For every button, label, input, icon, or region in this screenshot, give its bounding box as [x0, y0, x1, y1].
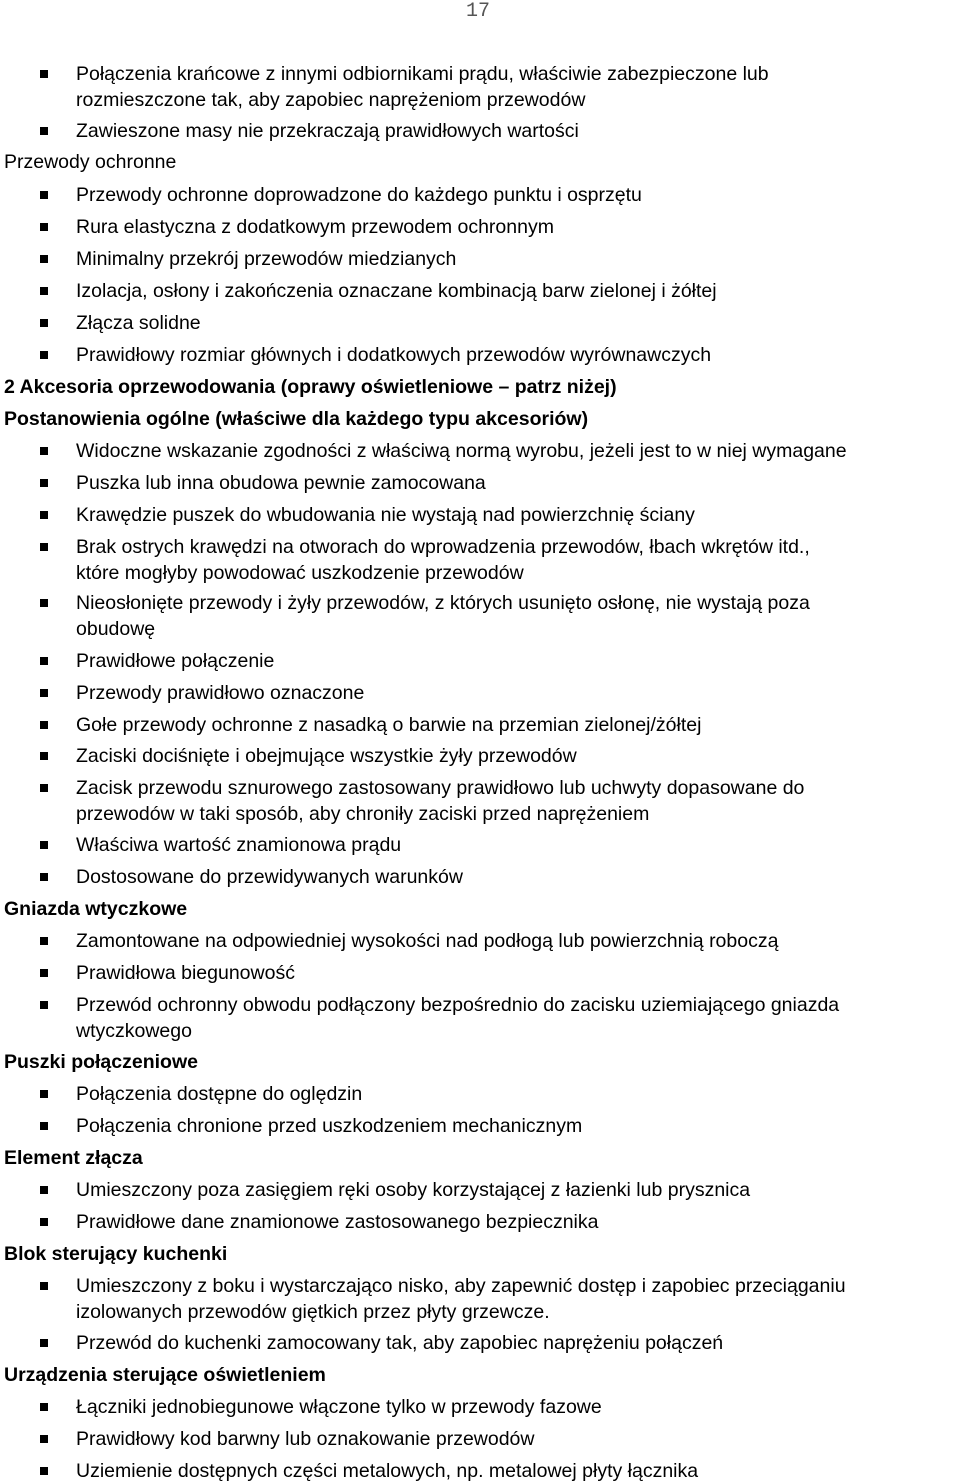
checklist-item-text: Prawidłowa biegunowość — [76, 962, 295, 984]
checklist-item-text: obudowę — [76, 618, 156, 640]
checklist-item-text: rozmieszczone tak, aby zapobiec naprężeniom przewodów — [76, 89, 586, 111]
bullet-icon — [40, 1339, 48, 1347]
section-heading: Przewody ochronne — [4, 151, 177, 173]
checklist-item-text: Krawędzie puszek do wbudowania nie wystają nad powierzchnię ściany — [76, 504, 695, 526]
checklist-item-text: Minimalny przekrój przewodów miedzianych — [76, 248, 457, 270]
checklist-item-text: Prawidłowy kod barwny lub oznakowanie przewodów — [76, 1428, 535, 1450]
section-heading: Blok sterujący kuchenki — [4, 1243, 228, 1265]
bullet-icon — [40, 1186, 48, 1194]
checklist-item-text: Zacisk przewodu sznurowego zastosowany prawidłowo lub uchwyty dopasowane do — [76, 777, 805, 799]
bullet-icon — [40, 319, 48, 327]
bullet-icon — [40, 1435, 48, 1443]
bullet-icon — [40, 447, 48, 455]
checklist-item-text: Gołe przewody ochronne z nasadką o barwie na przemian zielonej/żółtej — [76, 714, 702, 736]
checklist-item-text: Umieszczony poza zasięgiem ręki osoby korzystającej z łazienki lub prysznica — [76, 1179, 751, 1201]
checklist-item-text: Uziemienie dostępnych części metalowych, np. metalowej płyty łącznika — [76, 1460, 699, 1482]
checklist-item-text: Prawidłowe połączenie — [76, 650, 275, 672]
bullet-icon — [40, 1467, 48, 1475]
bullet-icon — [40, 287, 48, 295]
checklist-item-text: Izolacja, osłony i zakończenia oznaczane kombinacją barw zielonej i żółtej — [76, 280, 717, 302]
bullet-icon — [40, 479, 48, 487]
checklist-item-text: Dostosowane do przewidywanych warunków — [76, 866, 463, 888]
section-heading: Element złącza — [4, 1147, 143, 1169]
checklist-item-text: które mogłyby powodować uszkodzenie przewodów — [76, 562, 524, 584]
bullet-icon — [40, 784, 48, 792]
checklist-item-text: wtyczkowego — [76, 1020, 192, 1042]
checklist-item-text: Złącza solidne — [76, 312, 201, 334]
checklist-item-text: Umieszczony z boku i wystarczająco nisko, aby zapewnić dostęp i zapobiec przeciąganiu — [76, 1275, 846, 1297]
bullet-icon — [40, 1218, 48, 1226]
bullet-icon — [40, 937, 48, 945]
checklist-item-text: Zawieszone masy nie przekraczają prawidłowych wartości — [76, 120, 579, 142]
section-heading: Urządzenia sterujące oświetleniem — [4, 1364, 326, 1386]
checklist-item-text: izolowanych przewodów giętkich przez płyty grzewcze. — [76, 1301, 550, 1323]
section-heading: Postanowienia ogólne (właściwe dla każdego typu akcesoriów) — [4, 408, 589, 430]
checklist-item-text: Widoczne wskazanie zgodności z właściwą normą wyrobu, jeżeli jest to w niej wymagane — [76, 440, 847, 462]
checklist-item-text: Łączniki jednobiegunowe włączone tylko w przewody fazowe — [76, 1396, 602, 1418]
bullet-icon — [40, 599, 48, 607]
bullet-icon — [40, 1122, 48, 1130]
bullet-icon — [40, 1282, 48, 1290]
bullet-icon — [40, 969, 48, 977]
checklist-item-text: Właściwa wartość znamionowa prądu — [76, 834, 402, 856]
bullet-icon — [40, 255, 48, 263]
bullet-icon — [40, 70, 48, 78]
bullet-icon — [40, 1001, 48, 1009]
bullet-icon — [40, 191, 48, 199]
bullet-icon — [40, 752, 48, 760]
section-heading: Puszki połączeniowe — [4, 1051, 198, 1073]
checklist-item-text: Prawidłowy rozmiar głównych i dodatkowych przewodów wyrównawczych — [76, 344, 712, 366]
bullet-icon — [40, 223, 48, 231]
checklist-item-text: Puszka lub inna obudowa pewnie zamocowana — [76, 472, 486, 494]
bullet-icon — [40, 127, 48, 135]
bullet-icon — [40, 1090, 48, 1098]
bullet-icon — [40, 351, 48, 359]
checklist-item-text: Połączenia dostępne do oględzin — [76, 1083, 363, 1105]
bullet-icon — [40, 841, 48, 849]
checklist-item-text: Połączenia chronione przed uszkodzeniem mechanicznym — [76, 1115, 583, 1137]
bullet-icon — [40, 511, 48, 519]
checklist-item-text: przewodów w taki sposób, aby chroniły zaciski przed naprężeniem — [76, 803, 650, 825]
checklist-item-text: Prawidłowe dane znamionowe zastosowanego bezpiecznika — [76, 1211, 599, 1233]
checklist-item-text: Przewody ochronne doprowadzone do każdego punktu i osprzętu — [76, 184, 642, 206]
checklist-item-text: Rura elastyczna z dodatkowym przewodem ochronnym — [76, 216, 554, 238]
section-heading: Gniazda wtyczkowe — [4, 898, 188, 920]
section-heading: 2 Akcesoria oprzewodowania (oprawy oświetleniowe – patrz niżej) — [4, 376, 617, 398]
checklist-item-text: Nieosłonięte przewody i żyły przewodów, z których usunięto osłonę, nie wystają poza — [76, 592, 810, 614]
page-number: 17 — [466, 0, 491, 23]
checklist-item-text: Brak ostrych krawędzi na otworach do wprowadzenia przewodów, łbach wkrętów itd., — [76, 536, 810, 558]
checklist-item-text: Przewód ochronny obwodu podłączony bezpośrednio do zacisku uziemiającego gniazda — [76, 994, 840, 1016]
checklist-item-text: Przewody prawidłowo oznaczone — [76, 682, 365, 704]
checklist-item-text: Zamontowane na odpowiedniej wysokości nad podłogą lub powierzchnią roboczą — [76, 930, 779, 952]
bullet-icon — [40, 721, 48, 729]
checklist-item-text: Przewód do kuchenki zamocowany tak, aby zapobiec naprężeniu połączeń — [76, 1332, 724, 1354]
bullet-icon — [40, 1403, 48, 1411]
bullet-icon — [40, 657, 48, 665]
bullet-icon — [40, 543, 48, 551]
bullet-icon — [40, 873, 48, 881]
checklist-item-text: Połączenia krańcowe z innymi odbiornikami prądu, właściwie zabezpieczone lub — [76, 63, 769, 85]
checklist-item-text: Zaciski dociśnięte i obejmujące wszystkie żyły przewodów — [76, 745, 577, 767]
bullet-icon — [40, 689, 48, 697]
